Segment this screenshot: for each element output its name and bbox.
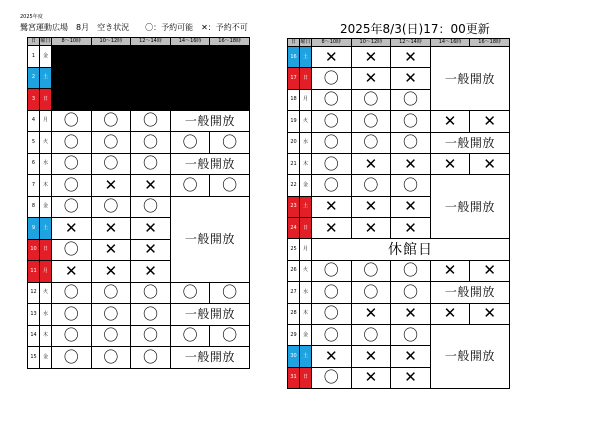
weekday: 木 — [40, 325, 52, 347]
column-header: 曜日 — [300, 39, 311, 45]
column-header: 日 — [28, 38, 40, 46]
unavailable-mark: ✕ — [391, 367, 431, 388]
column-header: 12～14時 — [131, 38, 171, 46]
table-row — [288, 47, 510, 68]
available-mark: 〇 — [210, 282, 250, 304]
unavailable-mark: ✕ — [430, 153, 470, 174]
available-mark: 〇 — [91, 132, 131, 154]
available-mark: 〇 — [351, 89, 391, 110]
available-mark: 〇 — [312, 132, 352, 153]
available-mark: 〇 — [391, 324, 431, 345]
day-number: 10 — [28, 239, 40, 261]
column-header: 16～18時 — [470, 39, 510, 47]
weekday: 火 — [300, 111, 312, 132]
table-row — [28, 153, 250, 175]
open-public-label: 一般開放 — [430, 132, 509, 153]
schedule-table-right — [287, 38, 510, 389]
available-mark: 〇 — [131, 325, 171, 347]
unavailable-mark: ✕ — [131, 261, 171, 283]
day-number: 27 — [288, 282, 300, 303]
weekday: 水 — [40, 304, 52, 326]
available-mark: 〇 — [351, 260, 391, 281]
column-header: 日 — [288, 39, 300, 47]
available-mark: 〇 — [91, 347, 131, 369]
unavailable-mark: ✕ — [391, 68, 431, 89]
table-row — [288, 153, 510, 174]
unavailable-mark: ✕ — [430, 111, 470, 132]
available-mark: 〇 — [312, 303, 352, 324]
day-number: 18 — [288, 89, 300, 110]
table-row — [288, 239, 510, 260]
available-mark: 〇 — [312, 324, 352, 345]
table-row — [28, 132, 250, 154]
table-row — [28, 304, 250, 326]
closed-day-label: 休館日 — [312, 239, 510, 260]
available-mark: 〇 — [170, 175, 210, 197]
closed-block — [52, 67, 250, 89]
available-mark: 〇 — [312, 282, 352, 303]
unavailable-mark: ✕ — [430, 260, 470, 281]
unavailable-mark: ✕ — [351, 196, 391, 217]
day-number: 14 — [28, 325, 40, 347]
weekday: 土 — [300, 346, 312, 367]
available-mark: 〇 — [312, 153, 352, 174]
day-number: 23 — [288, 196, 300, 217]
unavailable-mark: ✕ — [351, 367, 391, 388]
unavailable-mark: ✕ — [131, 218, 171, 240]
available-mark: 〇 — [312, 367, 352, 388]
weekday: 火 — [40, 282, 52, 304]
unavailable-mark: ✕ — [351, 346, 391, 367]
column-header: 12～14時 — [391, 39, 431, 47]
table-row — [28, 175, 250, 197]
available-mark: 〇 — [351, 324, 391, 345]
available-mark: 〇 — [131, 282, 171, 304]
unavailable-mark: ✕ — [470, 260, 510, 281]
closed-block — [52, 89, 250, 111]
open-public-label: 一般開放 — [430, 175, 509, 239]
closed-block — [52, 46, 250, 68]
weekday: 水 — [300, 132, 312, 153]
available-mark: 〇 — [391, 132, 431, 153]
weekday: 水 — [300, 282, 312, 303]
table-row — [288, 324, 510, 345]
day-number: 29 — [288, 324, 300, 345]
available-mark: 〇 — [391, 175, 431, 196]
unavailable-mark: ✕ — [391, 303, 431, 324]
unavailable-mark: ✕ — [391, 218, 431, 239]
weekday: 日 — [300, 218, 312, 239]
unavailable-mark: ✕ — [131, 239, 171, 261]
available-mark: 〇 — [391, 260, 431, 281]
unavailable-mark: ✕ — [312, 47, 352, 68]
table-row — [28, 67, 250, 89]
weekday: 月 — [40, 110, 52, 132]
unavailable-mark: ✕ — [312, 218, 352, 239]
day-number: 24 — [288, 218, 300, 239]
column-header: 14～16時 — [170, 38, 210, 46]
unavailable-mark: ✕ — [351, 47, 391, 68]
available-mark: 〇 — [131, 196, 171, 218]
day-number: 15 — [28, 347, 40, 369]
day-number: 16 — [288, 47, 300, 68]
weekday: 木 — [300, 153, 312, 174]
available-mark: 〇 — [52, 325, 92, 347]
weekday: 月 — [300, 89, 312, 110]
available-mark: 〇 — [391, 89, 431, 110]
open-public-label: 一般開放 — [430, 47, 509, 111]
table-row — [28, 347, 250, 369]
unavailable-mark: ✕ — [91, 218, 131, 240]
available-mark: 〇 — [91, 304, 131, 326]
available-mark: 〇 — [131, 132, 171, 154]
unavailable-mark: ✕ — [391, 196, 431, 217]
table-row — [28, 325, 250, 347]
available-mark: 〇 — [91, 110, 131, 132]
available-mark: 〇 — [52, 110, 92, 132]
weekday: 日 — [40, 239, 52, 261]
available-mark: 〇 — [52, 196, 92, 218]
available-mark: 〇 — [131, 347, 171, 369]
unavailable-mark: ✕ — [91, 239, 131, 261]
open-public-label: 一般開放 — [430, 282, 509, 303]
available-mark: 〇 — [170, 282, 210, 304]
table-row — [288, 260, 510, 281]
open-public-label: 一般開放 — [170, 304, 249, 326]
available-mark: 〇 — [391, 282, 431, 303]
day-number: 12 — [28, 282, 40, 304]
unavailable-mark: ✕ — [430, 303, 470, 324]
table-row — [288, 303, 510, 324]
available-mark: 〇 — [351, 111, 391, 132]
available-mark: 〇 — [351, 132, 391, 153]
column-header: 10～12時 — [91, 38, 131, 46]
weekday: 日 — [300, 68, 312, 89]
weekday: 月 — [300, 239, 312, 260]
open-public-label: 一般開放 — [430, 324, 509, 388]
table-row — [28, 89, 250, 111]
day-number: 25 — [288, 239, 300, 260]
available-mark: 〇 — [312, 260, 352, 281]
available-mark: 〇 — [210, 175, 250, 197]
day-number: 8 — [28, 196, 40, 218]
weekday: 土 — [300, 196, 312, 217]
day-number: 5 — [28, 132, 40, 154]
available-mark: 〇 — [91, 325, 131, 347]
unavailable-mark: ✕ — [91, 175, 131, 197]
available-mark: 〇 — [210, 132, 250, 154]
column-header: 8～10時 — [52, 38, 92, 46]
column-header: 曜日 — [40, 38, 51, 44]
available-mark: 〇 — [312, 111, 352, 132]
unavailable-mark: ✕ — [312, 196, 352, 217]
unavailable-mark: ✕ — [52, 218, 92, 240]
column-header: 16～18時 — [210, 38, 250, 46]
available-mark: 〇 — [351, 282, 391, 303]
unavailable-mark: ✕ — [470, 303, 510, 324]
day-number: 2 — [28, 67, 40, 89]
weekday: 金 — [40, 347, 52, 369]
available-mark: 〇 — [170, 132, 210, 154]
available-mark: 〇 — [52, 304, 92, 326]
open-public-label: 一般開放 — [170, 347, 249, 369]
day-number: 4 — [28, 110, 40, 132]
day-number: 3 — [28, 89, 40, 111]
weekday: 月 — [40, 261, 52, 283]
available-mark: 〇 — [91, 153, 131, 175]
available-mark: 〇 — [312, 68, 352, 89]
day-number: 21 — [288, 153, 300, 174]
available-mark: 〇 — [52, 347, 92, 369]
open-public-label: 一般開放 — [170, 153, 249, 175]
day-number: 26 — [288, 260, 300, 281]
available-mark: 〇 — [131, 153, 171, 175]
day-number: 30 — [288, 346, 300, 367]
available-mark: 〇 — [52, 282, 92, 304]
table-row — [288, 132, 510, 153]
weekday: 木 — [40, 175, 52, 197]
available-mark: 〇 — [312, 89, 352, 110]
unavailable-mark: ✕ — [91, 261, 131, 283]
column-header: 8～10時 — [312, 39, 352, 47]
table-row — [28, 46, 250, 68]
available-mark: 〇 — [131, 304, 171, 326]
unavailable-mark: ✕ — [131, 175, 171, 197]
unavailable-mark: ✕ — [391, 47, 431, 68]
day-number: 13 — [28, 304, 40, 326]
weekday: 土 — [40, 218, 52, 240]
day-number: 20 — [288, 132, 300, 153]
weekday: 日 — [300, 367, 312, 388]
available-mark: 〇 — [391, 111, 431, 132]
column-header: 10～12時 — [351, 39, 391, 47]
unavailable-mark: ✕ — [351, 153, 391, 174]
weekday: 金 — [40, 196, 52, 218]
available-mark: 〇 — [52, 239, 92, 261]
weekday: 土 — [300, 47, 312, 68]
schedule-table-left — [27, 37, 250, 369]
available-mark: 〇 — [91, 196, 131, 218]
unavailable-mark: ✕ — [391, 346, 431, 367]
table-row — [288, 282, 510, 303]
open-public-label: 一般開放 — [170, 196, 249, 282]
unavailable-mark: ✕ — [351, 303, 391, 324]
unavailable-mark: ✕ — [470, 111, 510, 132]
weekday: 金 — [300, 175, 312, 196]
weekday: 日 — [40, 89, 52, 111]
day-number: 28 — [288, 303, 300, 324]
weekday: 木 — [300, 303, 312, 324]
weekday: 金 — [300, 324, 312, 345]
table-row — [28, 196, 250, 218]
unavailable-mark: ✕ — [391, 153, 431, 174]
day-number: 22 — [288, 175, 300, 196]
weekday: 火 — [40, 132, 52, 154]
day-number: 6 — [28, 153, 40, 175]
column-header: 14～16時 — [430, 39, 470, 47]
unavailable-mark: ✕ — [351, 68, 391, 89]
day-number: 17 — [288, 68, 300, 89]
day-number: 19 — [288, 111, 300, 132]
fiscal-year-label: 2025年度 — [20, 14, 43, 20]
update-timestamp: 2025年8/3(日)17：00更新 — [340, 22, 490, 36]
weekday: 火 — [300, 260, 312, 281]
available-mark: 〇 — [52, 153, 92, 175]
day-number: 11 — [28, 261, 40, 283]
available-mark: 〇 — [210, 325, 250, 347]
left-page-title: 鷺宮運動広場 8月 空き状況 〇：予約可能 ✕：予約不可 — [20, 23, 248, 32]
unavailable-mark: ✕ — [470, 153, 510, 174]
available-mark: 〇 — [52, 132, 92, 154]
weekday: 土 — [40, 67, 52, 89]
unavailable-mark: ✕ — [52, 261, 92, 283]
weekday: 水 — [40, 153, 52, 175]
table-row — [288, 175, 510, 196]
day-number: 31 — [288, 367, 300, 388]
unavailable-mark: ✕ — [351, 218, 391, 239]
available-mark: 〇 — [131, 110, 171, 132]
open-public-label: 一般開放 — [170, 110, 249, 132]
table-row — [288, 111, 510, 132]
day-number: 7 — [28, 175, 40, 197]
day-number: 9 — [28, 218, 40, 240]
table-row — [28, 110, 250, 132]
available-mark: 〇 — [91, 282, 131, 304]
available-mark: 〇 — [351, 175, 391, 196]
weekday: 金 — [40, 46, 52, 68]
table-row — [28, 282, 250, 304]
available-mark: 〇 — [170, 325, 210, 347]
available-mark: 〇 — [312, 175, 352, 196]
available-mark: 〇 — [52, 175, 92, 197]
unavailable-mark: ✕ — [312, 346, 352, 367]
day-number: 1 — [28, 46, 40, 68]
